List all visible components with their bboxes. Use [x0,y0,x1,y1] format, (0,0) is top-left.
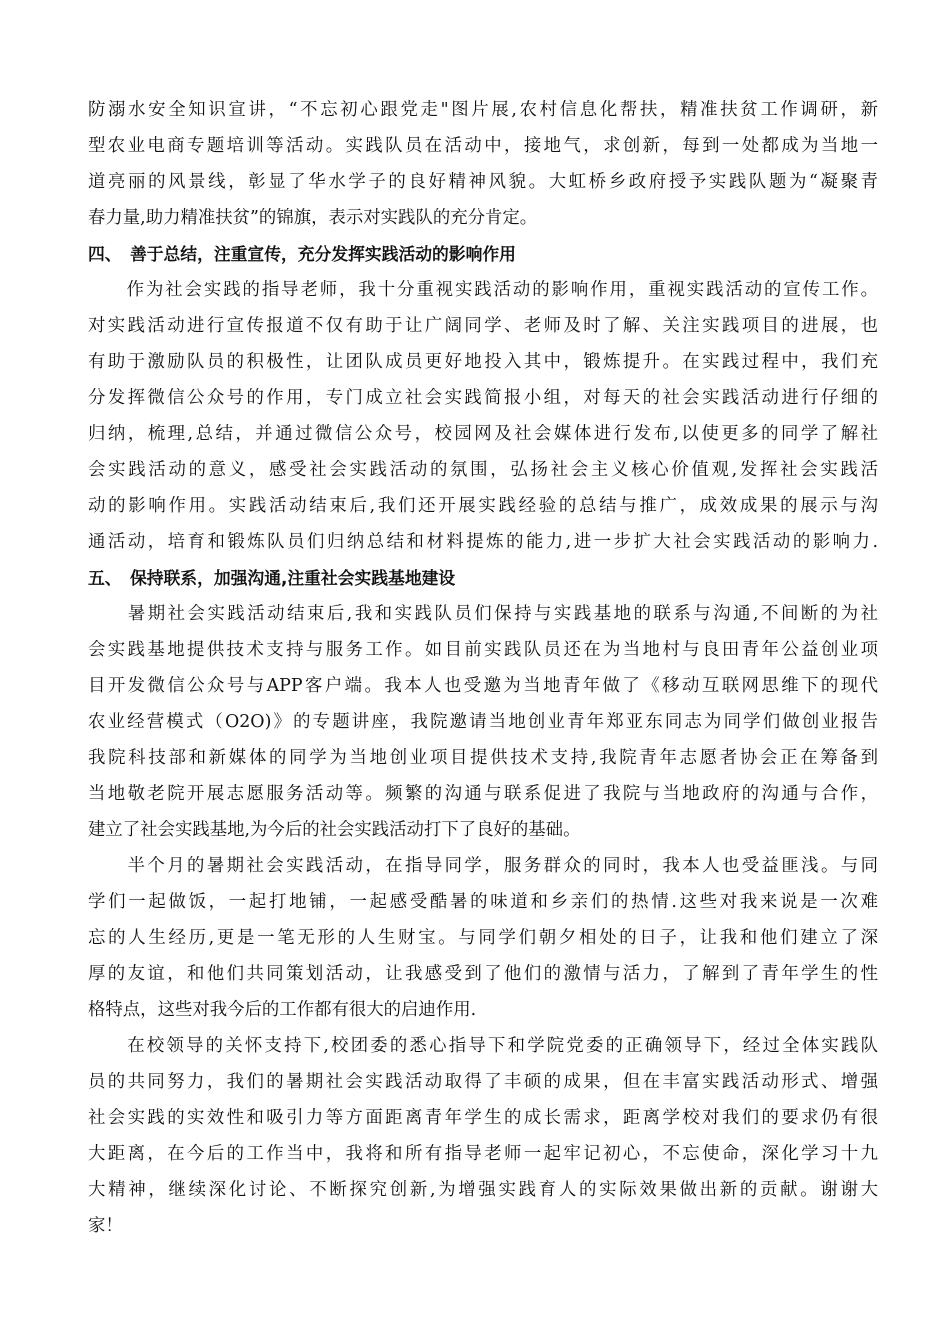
paragraph-line: 有助于激励队员的积极性，让团队成员更好地投入其中，锻炼提升。在实践过程中，我们充 [88,352,878,372]
paragraph-line: 对实践活动进行宣传报道不仅有助于让广阔同学、老师及时了解、关注实践项目的进展，也 [88,316,878,336]
paragraph-line: 会实践基地提供技术支持与服务工作。如目前实践队员还在为当地村与良田青年公益创业项 [88,640,878,660]
paragraph-line: 归纳，梳理,总结，并通过微信公众号，校园网及社会媒体进行发布,以使更多的同学了解社 [88,424,878,444]
paragraph-line: 大精神，继续深化讨论、不断探究创新,为增强实践育人的实际效果做出新的贡献。谢谢大 [88,1180,878,1200]
paragraph-line: 在校领导的关怀支持下,校团委的悉心指导下和学院党委的正确领导下，经过全体实践队 [88,1036,878,1056]
paragraph-line: 道亮丽的风景线，彰显了华水学子的良好精神风貌。大虹桥乡政府授予实践队题为“凝聚青 [88,172,878,192]
paragraph-line: 厚的友谊，和他们共同策划活动，让我感受到了他们的激情与活力，了解到了青年学生的性 [88,964,878,984]
paragraph-line: 分发挥微信公众号的作用，专门成立社会实践简报小组，对每天的社会实践活动进行仔细的 [88,388,878,408]
paragraph-line: 通活动，培育和锻炼队员们归纳总结和材料提炼的能力,进一步扩大社会实践活动的影响力. [88,532,878,552]
paragraph-line: 社会实践的实效性和吸引力等方面距离青年学生的成长需求，距离学校对我们的要求仍有很 [88,1108,878,1128]
paragraph-line: 员的共同努力，我们的暑期社会实践活动取得了丰硕的成果，但在丰富实践活动形式、增强 [88,1072,878,1092]
section-heading: 四、 善于总结，注重宣传，充分发挥实践活动的影响作用 [88,244,516,264]
paragraph-line: 忘的人生经历,更是一笔无形的人生财宝。与同学们朝夕相处的日子，让我和他们建立了深 [88,928,878,948]
paragraph-line: 格特点，这些对我今后的工作都有很大的启迪作用. [88,1000,477,1020]
paragraph-line: 当地敬老院开展志愿服务活动等。频繁的沟通与联系促进了我院与当地政府的沟通与合作， [88,784,878,804]
paragraph-line: 型农业电商专题培训等活动。实践队员在活动中，接地气，求创新，每到一处都成为当地一 [88,136,878,156]
paragraph-line: 半个月的暑期社会实践活动，在指导同学，服务群众的同时，我本人也受益匪浅。与同 [88,856,878,876]
paragraph-line: 目开发微信公众号与APP客户端。我本人也受邀为当地青年做了《移动互联网思维下的现代 [88,676,878,696]
paragraph-line: 春力量,助力精准扶贫”的锦旗，表示对实践队的充分肯定。 [88,208,538,228]
paragraph-line: 家！ [88,1216,123,1236]
paragraph-line: 会实践活动的意义，感受社会实践活动的氛围，弘扬社会主义核心价值观,发挥社会实践活 [88,460,878,480]
paragraph-line: 作为社会实践的指导老师，我十分重视实践活动的影响作用，重视实践活动的宣传工作。 [88,280,878,300]
paragraph-line: 我院科技部和新媒体的同学为当地创业项目提供技术支持,我院青年志愿者协会正在筹备到 [88,748,878,768]
paragraph-line: 建立了社会实践基地,为今后的社会实践活动打下了良好的基础。 [88,820,581,840]
paragraph-line: 大距离，在今后的工作当中，我将和所有指导老师一起牢记初心，不忘使命，深化学习十九 [88,1144,878,1164]
paragraph-line: 动的影响作用。实践活动结束后,我们还开展实践经验的总结与推广，成效成果的展示与沟 [88,496,878,516]
paragraph-line: 暑期社会实践活动结束后,我和实践队员们保持与实践基地的联系与沟通,不间断的为社 [88,604,878,624]
paragraph-line: 农业经营模式（O2O)》的专题讲座，我院邀请当地创业青年郑亚东同志为同学们做创业报告 [88,712,878,732]
paragraph-line: 学们一起做饭，一起打地铺，一起感受酷暑的味道和乡亲们的热情.这些对我来说是一次难 [88,892,878,912]
paragraph-line: 防溺水安全知识宣讲，“不忘初心跟党走"图片展,农村信息化帮扶，精准扶贫工作调研，新 [88,100,878,120]
section-heading: 五、 保持联系，加强沟通,注重社会实践基地建设 [88,568,456,588]
